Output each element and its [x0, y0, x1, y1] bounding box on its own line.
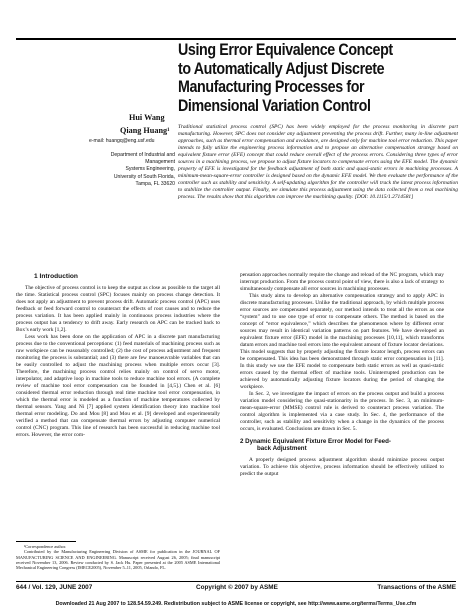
- paper-title: [178, 41, 421, 115]
- affiliation-line: Department of Industrial and Management: [110, 152, 175, 166]
- title-line: Using Error Equivalence Concept: [178, 40, 393, 59]
- heading-line: 2 Dynamic Equivalent Fixture Error Model for Feed-: [240, 438, 391, 445]
- footnote: Contributed by the Manufacturing Engineering Division of ASME for publication in the JOURNAL OF MANUFACTURING SCIENCE AND ENGINEERING. Manuscript received August 26, 2005; final manuscript received November 13, 2006. Review conducted by S. Jack Hu. Paper presented at the 2005 ASME International Mechanical Engineering Congress (IMECE2005), November 5–11, 2005, Orlando, FL.: [16, 549, 220, 571]
- author-affiliation: [81, 152, 175, 188]
- title-line: to Automatically Adjust Discrete: [178, 58, 385, 78]
- paragraph: pensation approaches normally require the change and reload of the NC program, which may interrupt production. From the process control point of view, there is also a lack of strategy to simultaneously compensate all error sources in machining processes.: [240, 272, 444, 292]
- title-line: Dimensional Variation Control: [178, 95, 371, 115]
- right-column: [240, 272, 444, 478]
- paragraph: A properly designed process adjustment algorithm should minimize process output variation. To achieve this objective, process information should be effectively utilized to predict the output: [240, 456, 444, 477]
- section-heading: 1 Introduction: [34, 273, 78, 280]
- page-footer: [16, 584, 456, 594]
- paragraph: This study aims to develop an alternative compensation strategy and to apply APC in discrete manufacturing processes. Unlike the traditional approach, by which multiple process error sources are compensated separately, our method intends to treat all the errors as one “system” and to use one type of error to compensate others. The method is based on the concept of “error equivalence,” which describes the phenomenon where by different error sources may result in identical variation patterns on part features. We have developed an equivalent fixture error (EFE) model in the machining processes [10,11], which transforms datum errors and machine tool errors into the equivalent amount of fixture locator deviations. This model suggests that by properly adjusting the fixture locator length, process errors can be compensated. This idea has been demonstrated through static error compensation in [11]. In this study we use the EFE model to compensate both static errors as well as quasi-static errors caused by the thermal effect of machine tools. Uninterrupted production can be achieved by automatically adjusting fixture locators during the period of changing the workpiece.: [240, 293, 444, 390]
- affiliation-line: Systems Engineering,: [125, 166, 175, 173]
- footnote-rule: [16, 541, 76, 542]
- footnotes: [16, 544, 220, 570]
- abstract: Traditional statistical process control (SPC) has been widely employed for the process monitoring in discrete part manufacturing. However, SPC does not consider any adjustment preventing the process drift. Further, many in-line adjustment approaches, such as thermal error compensation and avoidance, are designed only for machine tool error reduction. This paper intends to fully utilize the engineering process information and to propose an alternative compensation strategy based on equivalent fixture error (EFE) concept that could reduce overall effect of the process errors. Considering three types of error sources in a machining process, we propose to adjust fixture locators to compensate errors using the EFE model. The dynamic property of EFE is investigated for the feedback adjustment of both static and quasi-static errors in machining processes. A minimum-mean-square-error controller is designed based on the dynamic EFE model. We then evaluate the performance of the controller such as stability and sensitivity. A self-updating algorithm for the controller will track the latest process information to stabilize the controller output. Finally, we simulate this process adjustment using the data collected from a real machining process. The results show that this algorithm can improve the machining quality. [DOI: 10.1115/1.2714581]: [178, 124, 458, 201]
- author-name-1: Hui Wang: [129, 113, 165, 122]
- footer-page-info: 644 / Vol. 129, JUNE 2007: [16, 584, 93, 591]
- paragraph: In Sec. 2, we investigate the impact of errors on the process output and build a process variation model considering the quasi-stationarity in the process. In Sec. 3, an minimum-mean-square-error (MMSE) control rule is derived to counteract process variation. The control algorithm is implemented via a case study. In Sec. 4, the performance of the controller, such as stability and sensitivity when a change in the dynamics of the process occurs, is evaluated. Conclusions are drawn in Sec. 5.: [240, 391, 444, 432]
- affiliation-line: University of South Florida,: [113, 173, 175, 180]
- affiliation-line: Tampa, FL 33620: [135, 180, 175, 187]
- heading-line: back Adjustment: [257, 445, 307, 453]
- download-notice: Downloaded 21 Aug 2007 to 128.54.59.249. Redistribution subject to ASME license or copyright, see http://www.asme.org/terms/Terms_Use.cfm: [55, 601, 417, 607]
- footnote: ¹Correspondence author.: [24, 544, 67, 549]
- bottom-rule: [16, 581, 456, 582]
- footer-copyright: Copyright © 2007 by ASME: [196, 584, 278, 591]
- author-email: e-mail: huangq@eng.usf.edu: [89, 138, 155, 144]
- title-line: Manufacturing Processes for: [178, 77, 365, 97]
- paragraph: Less work has been done on the application of APC in a discrete part manufacturing process due to the conventional perceptions: (1) feed materials of machining process such as raw workpiece can be reasonably controlled; (2) the cost of process adjustment and frequent monitoring the process is substantial; and (3) there are few manoeuvrable variables that can be easily controlled to adjust the machining process when multiple errors occur [3]. Therefore, the machining process control relies mainly on control of servo motor, interpolator, and adaptive loop in machine tools to reduce machine tool errors. (A complete review of machine tool error compensation can be founded in [4,5].) Chen et al. [6] considered thermal error reduction through real time machine tool error compensation, in which the thermal error is modeled as a function of machine temperatures collected by thermal sensors. Yang and Ni [7] applied system identification theory into machine tool thermal error modeling. Do and Mou [8] and Mou et al. [9] developed and experimentally verified a method that can compensate thermal errors by adjusting computer numerical control (CNC) program. This line of research has been successful in reducing machine tool errors. However, the error com-: [16, 334, 220, 438]
- paragraph: The objective of process control is to keep the output as close as possible to the target all the time. Statistical process control (SPC) focuses mainly on process change detection. It does not apply an adjustment to prevent process drift. Automatic process control (APC) uses feedback or feed forward control to counteract the effects of root causes and to reduce the process variation. It has been applied mainly in continuous process industries where the process output has a tendency to drift away. Early research on APC can be tracked back to Box’s early work [1,2].: [16, 285, 220, 333]
- left-column: [16, 273, 220, 439]
- section-heading: [240, 438, 444, 453]
- author-name-2: Qiang Huang¹: [120, 126, 170, 135]
- footer-journal: Transactions of the ASME: [377, 584, 456, 591]
